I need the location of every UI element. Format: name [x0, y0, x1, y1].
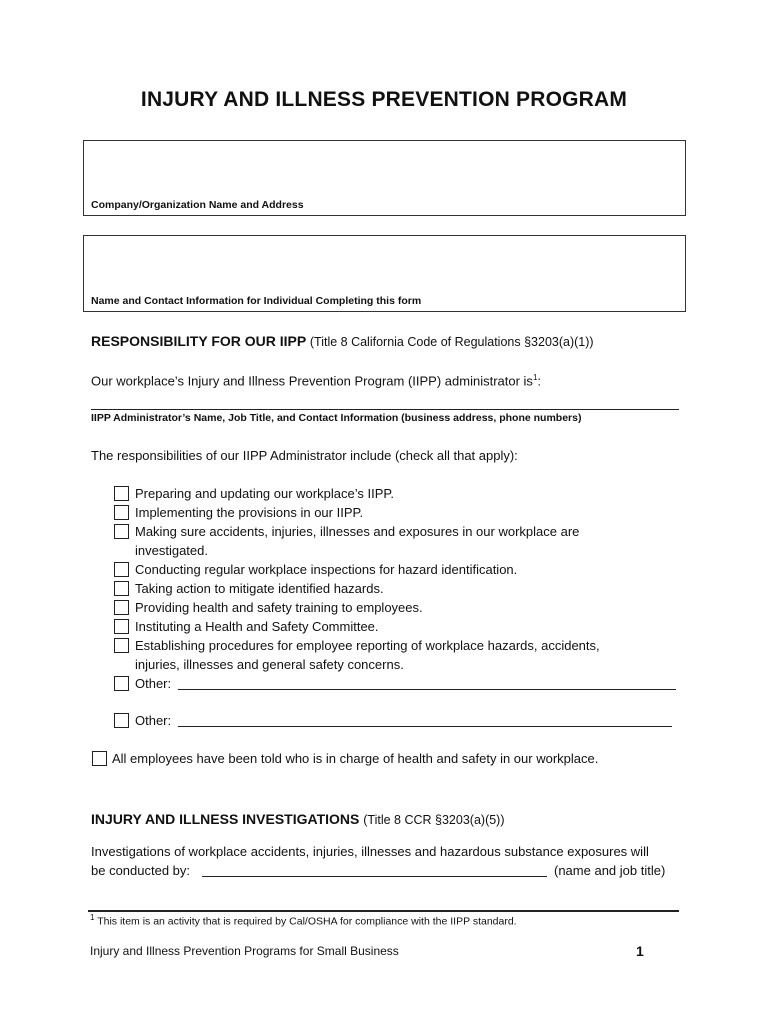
- responsibilities-intro: The responsibilities of our IIPP Administrator include (check all that apply):: [91, 448, 518, 463]
- item-reporting: Establishing procedures for employee reporting of workplace hazards, accidents,: [135, 638, 600, 653]
- footnote-separator: [88, 910, 679, 912]
- checkbox-other-1[interactable]: [114, 676, 129, 691]
- checkbox-preparing-iipp[interactable]: [114, 486, 129, 501]
- investigations-prefix: be conducted by:: [91, 863, 191, 878]
- other-input-line-2[interactable]: [178, 726, 672, 727]
- checkbox-other-2[interactable]: [114, 713, 129, 728]
- responsibility-citation: (Title 8 California Code of Regulations §3203(a)(1)): [309, 335, 594, 349]
- other-input-line-1[interactable]: [178, 689, 676, 690]
- other-label-1: Other:: [135, 676, 172, 691]
- admin-line-label: IIPP Administrator’s Name, Job Title, and Contact Information (business address, phone numbers): [91, 412, 582, 424]
- item-training: Providing health and safety training to employees.: [135, 600, 423, 615]
- footnote-text: This item is an activity that is required by Cal/OSHA for compliance with the IIPP standard.: [97, 915, 517, 928]
- investigations-citation: (Title 8 CCR §3203(a)(5)): [363, 813, 505, 827]
- investigations-suffix: (name and job title): [554, 863, 666, 878]
- footnote-number: 1: [90, 913, 95, 922]
- document-title: INJURY AND ILLNESS PREVENTION PROGRAM: [140, 88, 628, 111]
- item-investigations: Making sure accidents, injuries, illnesses and exposures in our workplace are: [135, 524, 580, 539]
- checkbox-inspections[interactable]: [114, 562, 129, 577]
- investigations-text-line1: Investigations of workplace accidents, injuries, illnesses and hazardous substance exposures will: [91, 844, 649, 859]
- item-reporting-cont: injuries, illnesses and general safety concerns.: [135, 657, 404, 672]
- item-inspections: Conducting regular workplace inspections for hazard identification.: [135, 562, 518, 577]
- checkbox-training[interactable]: [114, 600, 129, 615]
- checkbox-mitigate[interactable]: [114, 581, 129, 596]
- checkbox-implementing[interactable]: [114, 505, 129, 520]
- admin-intro-text: Our workplace’s Injury and Illness Prevention Program (IIPP) administrator is: [91, 373, 533, 389]
- item-investigations-cont: investigated.: [135, 543, 208, 558]
- item-mitigate: Taking action to mitigate identified hazards.: [135, 581, 384, 596]
- checkbox-investigations[interactable]: [114, 524, 129, 539]
- checkbox-reporting[interactable]: [114, 638, 129, 653]
- responsibility-heading-text: RESPONSIBILITY FOR OUR IIPP: [91, 333, 306, 349]
- investigator-input-line[interactable]: [202, 876, 547, 877]
- other-label-2: Other:: [135, 713, 172, 728]
- footer-text: Injury and Illness Prevention Programs for Small Business: [90, 944, 399, 958]
- checkbox-committee[interactable]: [114, 619, 129, 634]
- investigations-heading-text: INJURY AND ILLNESS INVESTIGATIONS: [91, 811, 360, 827]
- all-employees-told-text: All employees have been told who is in charge of health and safety in our workplace.: [112, 751, 599, 766]
- company-box-label: Company/Organization Name and Address: [91, 199, 304, 211]
- item-preparing-iipp: Preparing and updating our workplace’s IIPP.: [135, 486, 394, 501]
- admin-input-line[interactable]: [91, 409, 679, 410]
- item-committee: Instituting a Health and Safety Committee.: [135, 619, 379, 634]
- admin-footnote-ref: 1: [532, 373, 538, 382]
- footnote: [90, 913, 517, 928]
- item-implementing: Implementing the provisions in our IIPP.: [135, 505, 364, 520]
- page-number: 1: [636, 943, 644, 959]
- responsibility-heading: [91, 333, 594, 349]
- admin-intro: Our workplace’s Injury and Illness Prevention Program (IIPP) administrator $is^1$:: [91, 373, 542, 389]
- investigations-heading: [91, 811, 505, 827]
- contact-box-label: Name and Contact Information for Individual Completing this form: [91, 295, 422, 307]
- checkbox-all-employees-told[interactable]: [92, 751, 107, 766]
